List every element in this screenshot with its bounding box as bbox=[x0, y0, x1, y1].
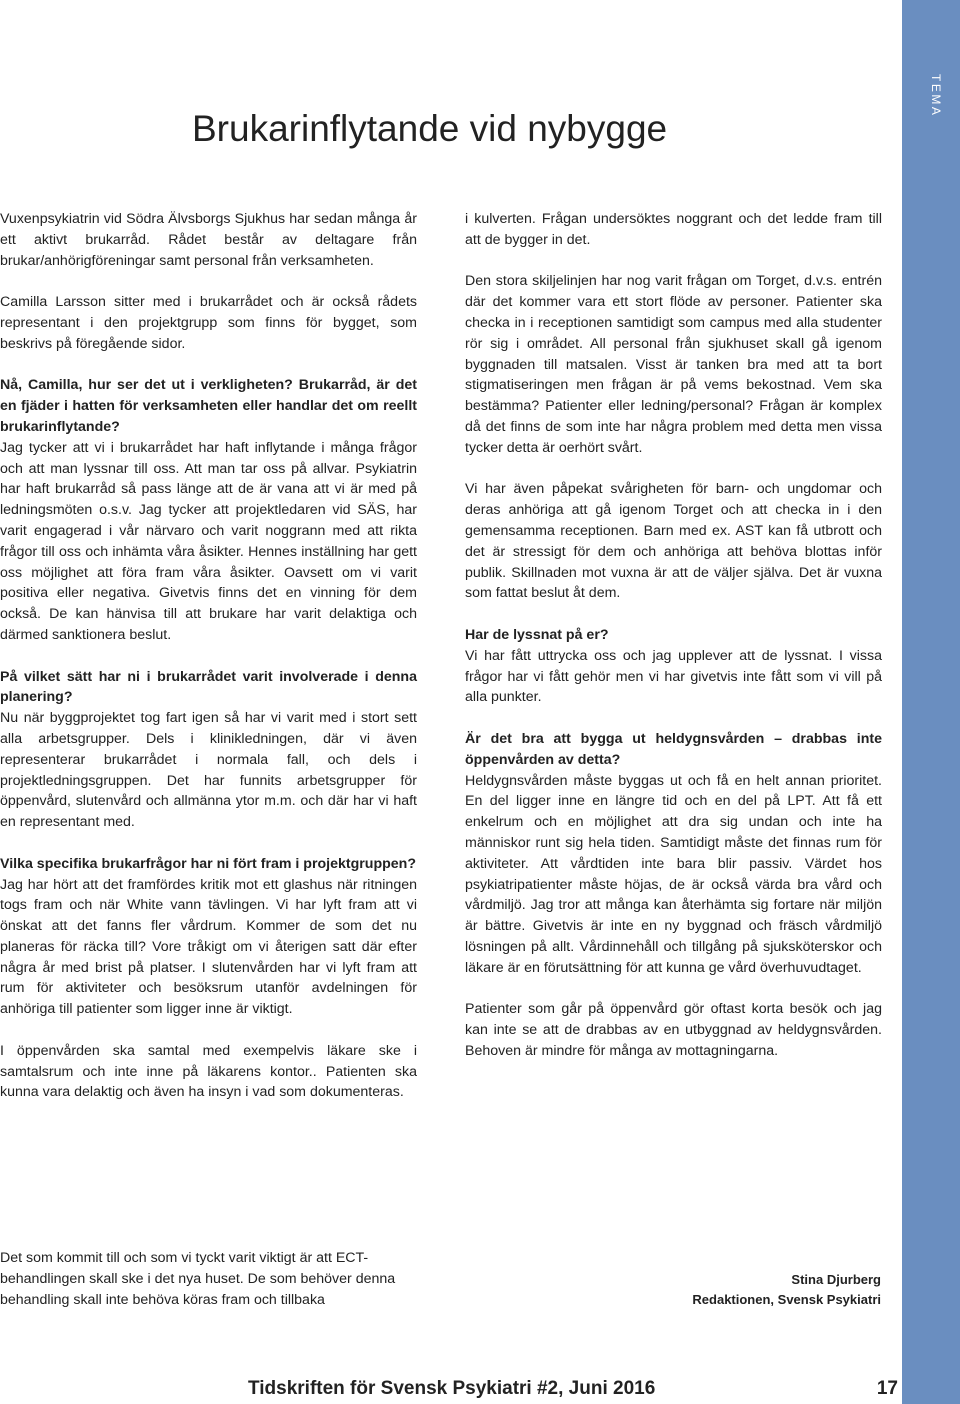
paragraph: i kulverten. Frågan undersöktes noggrant och det ledde fram till att de bygger in det. bbox=[465, 211, 882, 248]
question: Har de lyssnat på er? bbox=[465, 626, 609, 643]
paragraph: Vuxenpsykiatrin vid Södra Älvsborgs Sjukhus har sedan många år ett aktivt brukarråd. Rådet består av deltagare från brukar/anhörigföreningar samt personal från verksamheten. bbox=[0, 211, 417, 269]
answer: Heldygnsvården måste byggas ut och få en helt annan prioritet. En del ligger inne en längre tid och en del på LPT. Att få ett enkelrum och en möjlighet att dra sig undan och inte ha människor runt sig hela tiden. Samtidigt måste det finnas rum för aktiviteter. Att vårdtiden inte bara blir passiv. Värdet hos psykiatripatienter måste höjas, de är också värda bra vård och vårdmiljö. Jag tror att många kan återhämta sig fortare när miljön är bättre. Givetvis är inte en ny byggnad och fräsch vårdmiljö lösningen på allt. Vårdinnehåll och tillgång på sjuksköterskor och läkare är en förutsättning för att kunna ge vård överhuvudtaget. bbox=[465, 772, 882, 976]
page-number: 17 bbox=[876, 1378, 898, 1399]
answer: Jag tycker att vi i brukarrådet har haft inflytande i många frågor och att man lyssnar till oss. Att man tar oss på allvar. Psykiatrin har haft brukarråd så pass länge att de är vana att vi är med på ledningsmöten o.s.v. Jag tycker att projektledaren vid SÄS, har varit engagerad i vår närvaro och varit noggrann med att rikta frågor till oss och inhämta våra åsikter. Hennes inställning har gett oss möjlighet att föra fram våra åsikter. Oavsett om vi varit positiva eller negativa. Givetvis finns det en vinning för dem också. De kan hänvisa till att brukare har varit delaktiga och därmed sanktionera beslut. bbox=[0, 439, 417, 643]
bottom-paragraph bbox=[0, 1248, 417, 1310]
question: Nå, Camilla, hur ser det ut i verkligheten? Brukarråd, är det en fjäder i hatten för verksamheten eller handlar det om reellt brukarinflytande? bbox=[0, 377, 417, 435]
right-column bbox=[465, 209, 882, 1062]
paragraph: Den stora skiljelinjen har nog varit frågan om Torget, d.v.s. entrén där det kommer vara ett stort flöde av personer. Patienter ska checka in i receptionen samtidigt som campus med alla studenter rör sig i området. All personal från sjukhuset skall gå igenom byggnaden till matsalen. Visst är tanken bra med att ta bort stigmatiseringen men frågan är på vems bekostnad. Vem ska bestämma? Patienter eller ledning/personal? Frågan är komplex då det finns de som inte har några problem med detta men vissa tycker detta är oerhört svårt. bbox=[465, 273, 882, 456]
question: På vilket sätt har ni i brukarrådet varit involverade i denna planering? bbox=[0, 668, 417, 706]
paragraph: Det som kommit till och som vi tyckt varit viktigt är att ECT-behandlingen skall ske i det nya huset. De som behöver denna behandling skall inte behöva köras fram och tillbaka bbox=[0, 1250, 396, 1308]
paragraph: I öppenvården ska samtal med exempelvis läkare ske i samtalsrum och inte inne på läkarens kontor.. Patienten ska kunna vara delaktig och även ha insyn i vad som dokumenteras. bbox=[0, 1042, 417, 1101]
side-band bbox=[902, 0, 960, 1404]
signature bbox=[692, 1270, 881, 1310]
spacer bbox=[0, 646, 417, 667]
author-role: Redaktionen, Svensk Psykiatri bbox=[692, 1292, 881, 1307]
spacer bbox=[0, 833, 417, 854]
left-column bbox=[0, 209, 417, 1103]
publication-footer: Tidskriften för Svensk Psykiatri #2, Juni 2016 bbox=[248, 1378, 656, 1399]
answer: Nu när byggprojektet tog fart igen så har vi varit med i stort sett alla arbetsgrupper. Dels i klinikledningen, där vi även representerar brukarrådet i normala fall, och dels i projektledningsgruppen. Det har funnits arbetsgrupper för öppenvård, slutenvård och allmänna ytor m.m. och där har vi haft en representant med. bbox=[0, 710, 417, 831]
question: Vilka specifika brukarfrågor har ni fört fram i projektgruppen? bbox=[0, 855, 417, 872]
paragraph: Patienter som går på öppenvård gör oftast korta besök och jag kan inte se att de drabbas av en utbyggnad av heldygnsvården. Behoven är mindre för många av mottagningarna. bbox=[465, 1001, 882, 1059]
author-name: Stina Djurberg bbox=[791, 1272, 881, 1287]
section-label: TEMA bbox=[929, 74, 943, 118]
answer: Vi har fått uttrycka oss och jag upplever att de lyssnat. I vissa frågor har vi fått gehör men vi har givetvis inte fått som vi vill på alla punkter. bbox=[465, 647, 882, 706]
answer: Jag har hört att det framfördes kritik mot ett glashus när ritningen togs fram och när White vann tävlingen. Vi har lyft fram att vi önskat att det fanns fler vårdrum. Kommer de som det nu planeras för räcka till? Vore tråkigt om vi återigen satt där efter några år med brist på platser. I slutenvården har vi lyft fram att rum för aktiviteter och besöksrum utanför avdelningen för anhöriga till patienter som ligger inne är viktigt. bbox=[0, 876, 417, 1018]
paragraph: Camilla Larsson sitter med i brukarrådet och är också rådets representant i den projektgrupp som finns för bygget, som beskrivs på föregående sidor. bbox=[0, 294, 417, 352]
paragraph: Vi har även påpekat svårigheten för barn- och ungdomar och deras anhöriga att gå igenom Torget och att checka in i den gemensamma receptionen. Barn med ex. AST kan få utbrott och det är stressigt för dem och anhöriga att behöva blottas inför publik. Skillnaden mot vuxna är att de väljer själva. Det är vuxna som fattat beslut åt dem. bbox=[465, 481, 882, 602]
article-title: Brukarinflytande vid nybygge bbox=[192, 108, 668, 149]
question: Är det bra att bygga ut heldygnsvården – drabbas inte öppenvården av detta? bbox=[465, 730, 882, 768]
